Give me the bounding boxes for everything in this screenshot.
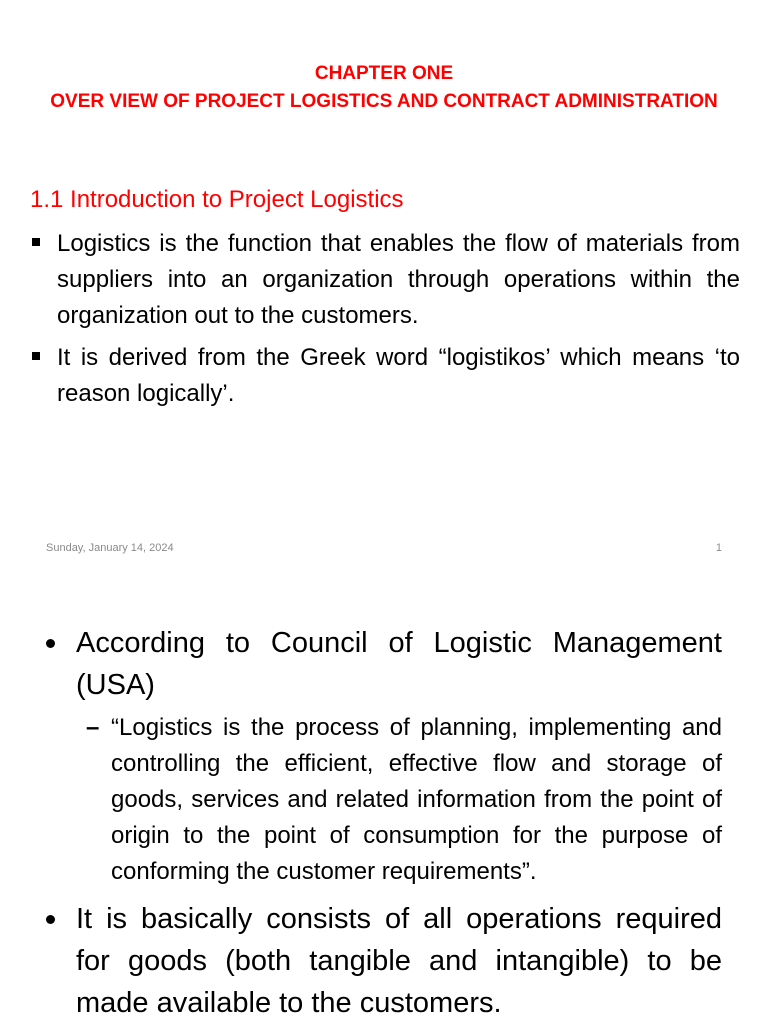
square-bullet-icon [32,238,40,246]
square-bullet-icon [32,352,40,360]
chapter-title-block [0,60,768,116]
definition-sub-bullet [86,710,722,890]
footer-date: Sunday, January 14, 2024 [46,542,174,554]
intro-bullet-list [30,226,740,418]
dash-bullet-icon: – [86,714,100,741]
round-bullet-icon [46,639,55,648]
definition-bullet-list [44,622,722,1024]
round-bullet-icon [46,915,55,924]
intro-bullet-text: It is derived from the Greek word “logistikos’ which means ‘to reason logically’. [57,344,740,407]
definition-quote-text: “Logistics is the process of planning, implementing and controlling the efficient, effective flow and storage of goods, services and related information from the point of origin to the point of consumption for the purpose of conforming the customer requirements”. [111,714,722,885]
chapter-title: OVER VIEW OF PROJECT LOGISTICS AND CONTRACT ADMINISTRATION [50,91,718,112]
operations-bullet-text: It is basically consists of all operations required for goods (both tangible and intangible) to be made available to the customers. [76,903,722,1019]
chapter-label: CHAPTER ONE [314,63,454,84]
operations-bullet [44,898,722,1024]
page-number: 1 [715,542,722,554]
section-heading: 1.1 Introduction to Project Logistics [30,186,404,213]
intro-bullet [30,340,740,412]
intro-bullet-text: Logistics is the function that enables the flow of materials from suppliers into an organization through operations within the organization out to the customers. [57,230,740,329]
definition-bullet [44,622,722,706]
intro-bullet [30,226,740,334]
definition-bullet-text: According to Council of Logistic Management (USA) [76,627,722,701]
